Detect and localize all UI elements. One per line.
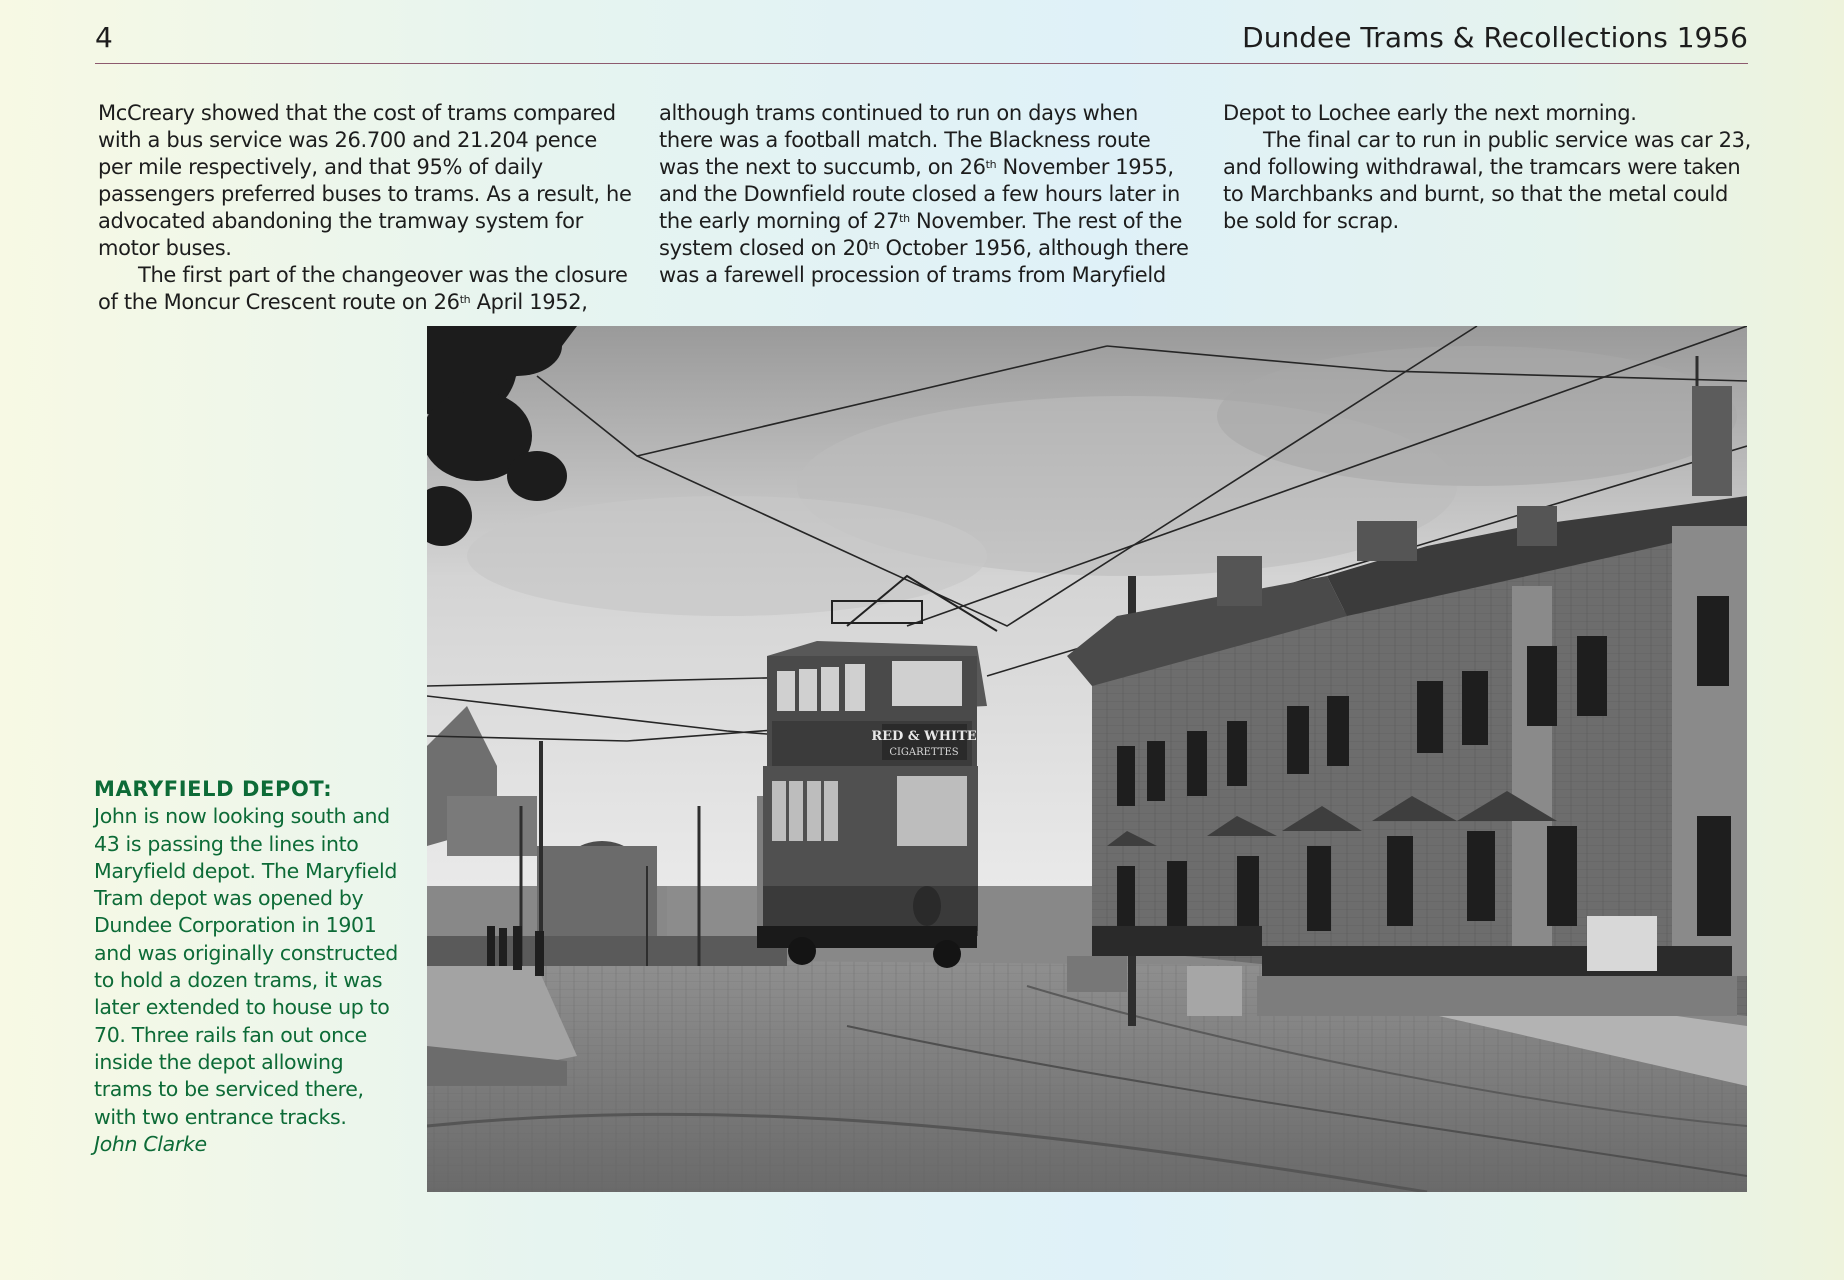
page-number: 4 [95, 21, 113, 54]
paragraph: McCreary showed that the cost of trams compared with a bus service was 26.700 and 21.204 pence per mile respectively, and that 95% of daily passengers preferred buses to trams. As a result, he advocated abandoning the tramway system for motor buses. [98, 101, 632, 260]
text-column-3 [1223, 100, 1758, 235]
paragraph: The first part of the changeover was the closure of the Moncur Crescent route on 26th April 1952, [98, 263, 628, 314]
text-column-1 [98, 100, 633, 316]
photo-caption [94, 776, 404, 1158]
photo-credit: John Clarke [94, 1131, 207, 1156]
paragraph: although trams continued to run on days when there was a football match. The Blackness route was the next to succumb, on 26th November 1955, and the Downfield route closed a few hours later in the early morning of 27th November. The rest of the system closed on 20th October 1956, although there was a farewell procession of trams from Maryfield [659, 101, 1189, 287]
tram-advert-line2: CIGARETTES [889, 747, 959, 758]
caption-body: John is now looking south and 43 is passing the lines into Maryfield depot. The Maryfield Tram depot was opened by Dundee Corporation in 1901 and was originally constructed to hold a dozen trams, it was later extended to house up to 70. Three rails fan out once inside the depot allowing trams to be serviced there, with two entrance tracks. [94, 804, 398, 1129]
caption-title: MARYFIELD DEPOT: [94, 777, 333, 801]
paragraph: The final car to run in public service was car 23, and following withdrawal, the tramcars were taken to Marchbanks and burnt, so that the metal could be sold for scrap. [1223, 128, 1751, 233]
tram-photograph [427, 326, 1747, 1192]
running-title: Dundee Trams & Recollections 1956 [1242, 21, 1748, 54]
header-rule [95, 63, 1748, 64]
tram-advert-line1: RED & WHITE [871, 729, 977, 744]
text-column-2 [659, 100, 1194, 289]
paragraph: Depot to Lochee early the next morning. [1223, 101, 1637, 125]
